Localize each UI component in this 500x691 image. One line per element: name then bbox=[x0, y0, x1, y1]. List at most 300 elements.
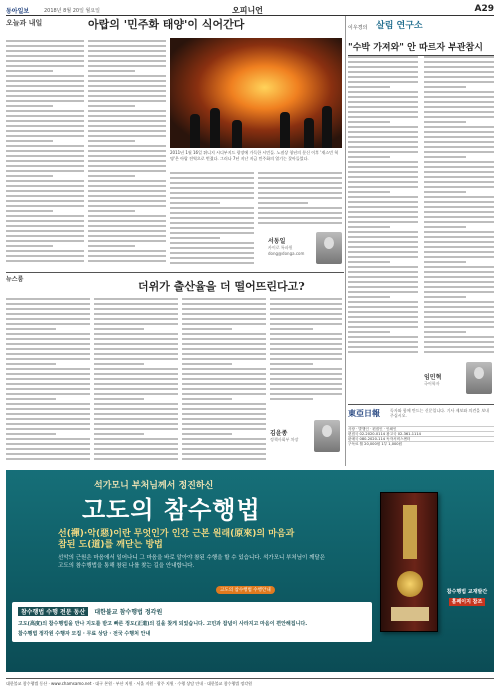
text-line bbox=[258, 182, 342, 184]
text-line bbox=[424, 81, 494, 83]
section-divider bbox=[6, 272, 344, 273]
text-line bbox=[348, 131, 418, 133]
text-line bbox=[182, 353, 266, 355]
text-line bbox=[170, 212, 254, 214]
masthead-rows bbox=[348, 426, 494, 446]
column-body-middle bbox=[88, 40, 166, 268]
text-line bbox=[424, 176, 494, 178]
text-line bbox=[6, 200, 84, 202]
text-line bbox=[170, 197, 254, 199]
text-line bbox=[182, 323, 266, 325]
text-line bbox=[424, 301, 494, 303]
text-line bbox=[424, 251, 494, 253]
column-label: 오늘과 내일 bbox=[6, 19, 43, 27]
text-line bbox=[88, 260, 166, 262]
text-line bbox=[88, 205, 166, 207]
text-line bbox=[6, 433, 56, 435]
text-line bbox=[6, 333, 90, 335]
text-line bbox=[182, 378, 266, 380]
text-line bbox=[6, 220, 84, 222]
text-line bbox=[270, 328, 313, 330]
text-line bbox=[424, 106, 494, 108]
text-line bbox=[348, 316, 418, 318]
photo-caption: 2011년 1월 16일 튀니지 시디부지드 광장에 가득한 시민들. 노점상 청년의 분신 이후 '재스민 혁명'은 아랍 전역으로 번졌다. 그러나 7년 지난 지금 민주화의 열기는 잦아들었다. bbox=[170, 150, 339, 161]
text-line bbox=[6, 90, 84, 92]
text-line bbox=[88, 245, 135, 247]
news-body-c bbox=[182, 298, 266, 464]
column-divider bbox=[345, 16, 346, 466]
text-line bbox=[348, 241, 418, 243]
text-line bbox=[6, 328, 56, 330]
text-line bbox=[182, 338, 266, 340]
text-line bbox=[270, 363, 313, 365]
text-line bbox=[6, 343, 90, 345]
text-line bbox=[348, 286, 418, 288]
text-line bbox=[6, 403, 90, 405]
text-line bbox=[424, 171, 494, 173]
text-line bbox=[424, 276, 494, 278]
right-column-title[interactable]: "수박 가져와" 안 따르자 부관참시 bbox=[348, 40, 494, 56]
text-line bbox=[270, 393, 342, 395]
text-line bbox=[348, 191, 390, 193]
text-line bbox=[424, 246, 494, 248]
text-line bbox=[348, 81, 418, 83]
text-line bbox=[348, 301, 418, 303]
text-line bbox=[6, 170, 84, 172]
text-line bbox=[88, 195, 166, 197]
text-line bbox=[6, 150, 84, 152]
text-line bbox=[182, 343, 266, 345]
text-line bbox=[94, 413, 178, 415]
text-line bbox=[258, 222, 342, 224]
column-body-lower-a bbox=[170, 172, 254, 268]
book-hot-badge: 홈페이지 참조 bbox=[449, 598, 486, 606]
text-line bbox=[348, 306, 418, 308]
text-line bbox=[88, 185, 166, 187]
text-line bbox=[348, 216, 418, 218]
text-line bbox=[6, 348, 90, 350]
text-line bbox=[424, 196, 494, 198]
text-line bbox=[348, 181, 418, 183]
news-body-b bbox=[94, 298, 178, 464]
text-line bbox=[348, 176, 418, 178]
text-line bbox=[270, 298, 342, 300]
text-line bbox=[94, 458, 178, 460]
author-photo bbox=[316, 232, 342, 264]
text-line bbox=[6, 358, 90, 360]
text-line bbox=[258, 197, 342, 199]
text-line bbox=[88, 120, 166, 122]
text-line bbox=[6, 165, 84, 167]
text-line bbox=[6, 85, 84, 87]
text-line bbox=[348, 136, 418, 138]
text-line bbox=[182, 298, 266, 300]
text-line bbox=[270, 313, 342, 315]
text-line bbox=[88, 240, 166, 242]
text-line bbox=[348, 311, 418, 313]
text-line bbox=[182, 303, 266, 305]
text-line bbox=[170, 227, 254, 229]
text-line bbox=[270, 303, 342, 305]
ad-features-line: 고도(高度)의 참수행법을 만나 지도를 받고 빠른 정도(正道)의 길을 찾게 되었습니다. 고민과 잡념이 사라지고 마음이 편안해집니다. bbox=[18, 621, 308, 627]
text-line bbox=[170, 177, 254, 179]
protest-photo bbox=[170, 38, 342, 148]
text-line bbox=[6, 55, 84, 57]
silhouette bbox=[232, 120, 242, 148]
text-line bbox=[88, 210, 135, 212]
text-line bbox=[94, 363, 144, 365]
text-line bbox=[424, 231, 494, 233]
text-line bbox=[170, 187, 254, 189]
text-line bbox=[424, 76, 494, 78]
text-line bbox=[6, 398, 56, 400]
text-line bbox=[424, 286, 494, 288]
text-line bbox=[88, 80, 166, 82]
text-line bbox=[424, 256, 494, 258]
text-line bbox=[88, 90, 166, 92]
text-line bbox=[424, 91, 494, 93]
text-line bbox=[348, 161, 418, 163]
ad-features-tag: 참수행법 수행 전문 동산 bbox=[18, 607, 88, 616]
text-line bbox=[270, 388, 342, 390]
ad-body: 선악의 근원은 마음에서 일어나니 그 마음을 바로 알아야 참된 수행을 할 수 있습니다. 석가모니 부처님이 깨달은 고도의 참수행법을 통해 참된 나를 찾는 길을 안내합니다. bbox=[58, 555, 326, 569]
text-line bbox=[424, 181, 494, 183]
text-line bbox=[348, 266, 418, 268]
text-line bbox=[170, 242, 254, 244]
book-cover-image bbox=[380, 492, 438, 632]
text-line bbox=[348, 61, 418, 63]
text-line bbox=[348, 201, 418, 203]
byline-role: 국어학자 bbox=[424, 381, 440, 386]
text-line bbox=[6, 185, 84, 187]
text-line bbox=[6, 338, 90, 340]
silhouette bbox=[210, 108, 220, 148]
text-line bbox=[182, 408, 266, 410]
book-seal bbox=[391, 607, 429, 621]
text-line bbox=[94, 313, 178, 315]
text-line bbox=[270, 353, 342, 355]
text-line bbox=[94, 353, 178, 355]
text-line bbox=[424, 241, 494, 243]
text-line bbox=[348, 86, 390, 88]
text-line bbox=[348, 106, 418, 108]
text-line bbox=[182, 423, 266, 425]
text-line bbox=[348, 296, 390, 298]
text-line bbox=[94, 368, 178, 370]
text-line bbox=[348, 231, 418, 233]
text-line bbox=[6, 448, 90, 450]
column-title[interactable]: 아랍의 '민주화 태양'이 식어간다 bbox=[88, 18, 245, 31]
text-line bbox=[94, 443, 178, 445]
text-line bbox=[6, 65, 84, 67]
text-line bbox=[424, 261, 466, 263]
text-line bbox=[424, 271, 494, 273]
text-line bbox=[170, 237, 220, 239]
text-line bbox=[424, 331, 466, 333]
text-line bbox=[94, 423, 178, 425]
text-line bbox=[348, 71, 418, 73]
text-line bbox=[170, 172, 254, 174]
text-line bbox=[348, 76, 418, 78]
text-line bbox=[88, 175, 135, 177]
text-line bbox=[6, 130, 84, 132]
text-line bbox=[182, 433, 232, 435]
text-line bbox=[182, 418, 266, 420]
news-title[interactable]: 더위가 출산율을 더 떨어뜨린다고? bbox=[138, 280, 305, 293]
text-line bbox=[94, 298, 178, 300]
newspaper-name: 동아일보 bbox=[6, 8, 30, 15]
text-line bbox=[6, 368, 90, 370]
text-line bbox=[170, 202, 220, 204]
text-line bbox=[170, 217, 254, 219]
text-line bbox=[182, 333, 266, 335]
book-title-band bbox=[403, 505, 417, 559]
text-line bbox=[6, 383, 90, 385]
text-line bbox=[88, 230, 166, 232]
text-line bbox=[94, 323, 178, 325]
text-line bbox=[88, 255, 166, 257]
text-line bbox=[182, 403, 266, 405]
text-line bbox=[170, 222, 254, 224]
text-line bbox=[424, 216, 494, 218]
text-line bbox=[6, 105, 53, 107]
text-line bbox=[6, 353, 90, 355]
text-line bbox=[94, 303, 178, 305]
byline-name: 서동일 bbox=[268, 238, 286, 245]
text-line bbox=[424, 116, 494, 118]
column-byline bbox=[268, 236, 314, 256]
text-line bbox=[88, 235, 166, 237]
ad-headline: 선(禪)·악(惡)이란 무엇인가 인간 근본 원래(原來)의 마음과 bbox=[58, 529, 295, 539]
text-line bbox=[348, 186, 418, 188]
text-line bbox=[6, 70, 53, 72]
text-line bbox=[94, 338, 178, 340]
text-line bbox=[348, 236, 418, 238]
text-line bbox=[270, 333, 342, 335]
text-line bbox=[6, 145, 84, 147]
text-line bbox=[6, 40, 84, 42]
text-line bbox=[424, 311, 494, 313]
text-line bbox=[348, 226, 390, 228]
text-line bbox=[258, 172, 342, 174]
text-line bbox=[6, 323, 90, 325]
text-line bbox=[6, 418, 90, 420]
text-line bbox=[94, 408, 178, 410]
text-line bbox=[182, 398, 232, 400]
text-line bbox=[270, 373, 342, 375]
text-line bbox=[94, 383, 178, 385]
text-line bbox=[270, 348, 342, 350]
text-line bbox=[6, 308, 90, 310]
ad-features-box bbox=[12, 602, 372, 642]
silhouette bbox=[304, 118, 314, 148]
text-line bbox=[88, 145, 166, 147]
text-line bbox=[348, 141, 418, 143]
text-line bbox=[6, 423, 90, 425]
news-label: 뉴스룸 bbox=[6, 276, 24, 283]
text-line bbox=[88, 95, 166, 97]
text-line bbox=[94, 328, 144, 330]
text-line bbox=[424, 206, 494, 208]
masthead-row: 사장 · 발행인 · 편집인 · 인쇄인 bbox=[348, 426, 494, 431]
text-line bbox=[424, 201, 494, 203]
text-line bbox=[170, 247, 254, 249]
text-line bbox=[88, 180, 166, 182]
text-line bbox=[348, 151, 418, 153]
text-line bbox=[348, 96, 418, 98]
text-line bbox=[258, 177, 342, 179]
text-line bbox=[258, 217, 342, 219]
text-line bbox=[6, 100, 84, 102]
text-line bbox=[424, 131, 494, 133]
text-line bbox=[348, 206, 418, 208]
news-author-photo bbox=[314, 420, 340, 452]
text-line bbox=[6, 453, 90, 455]
text-line bbox=[182, 413, 266, 415]
byline-role: 정책사회부 차장 bbox=[270, 437, 299, 442]
text-line bbox=[182, 428, 266, 430]
text-line bbox=[6, 373, 90, 375]
text-line bbox=[424, 321, 494, 323]
text-line bbox=[6, 303, 90, 305]
text-line bbox=[424, 316, 494, 318]
text-line bbox=[424, 186, 494, 188]
text-line bbox=[424, 221, 494, 223]
ad-features-title: 대한불교 참수행법 정각원 bbox=[94, 609, 163, 616]
text-line bbox=[88, 155, 166, 157]
text-line bbox=[94, 393, 178, 395]
text-line bbox=[424, 236, 494, 238]
text-line bbox=[94, 388, 178, 390]
text-line bbox=[182, 363, 232, 365]
text-line bbox=[424, 341, 494, 343]
text-line bbox=[88, 250, 166, 252]
silhouette bbox=[190, 114, 200, 148]
text-line bbox=[348, 101, 418, 103]
right-column-kicker: 살림 연구소 bbox=[376, 21, 423, 31]
ad-features-row bbox=[18, 607, 366, 616]
text-line bbox=[88, 70, 135, 72]
text-line bbox=[424, 111, 494, 113]
text-line bbox=[88, 225, 166, 227]
text-line bbox=[424, 226, 466, 228]
book-badges bbox=[444, 588, 490, 606]
text-line bbox=[6, 60, 84, 62]
text-line bbox=[6, 438, 90, 440]
text-line bbox=[182, 458, 266, 460]
issue-date: 2018년 8월 20일 월요일 bbox=[44, 8, 101, 14]
text-line bbox=[88, 45, 166, 47]
text-line bbox=[182, 383, 266, 385]
text-line bbox=[88, 140, 135, 142]
text-line bbox=[424, 191, 466, 193]
text-line bbox=[348, 126, 418, 128]
text-line bbox=[6, 45, 84, 47]
text-line bbox=[6, 135, 84, 137]
text-line bbox=[348, 326, 418, 328]
text-line bbox=[94, 453, 178, 455]
book-medallion bbox=[397, 571, 423, 597]
text-line bbox=[6, 210, 53, 212]
text-line bbox=[258, 187, 342, 189]
text-line bbox=[270, 398, 313, 400]
text-line bbox=[424, 56, 494, 58]
text-line bbox=[182, 453, 266, 455]
text-line bbox=[6, 75, 84, 77]
text-line bbox=[348, 321, 418, 323]
text-line bbox=[424, 266, 494, 268]
text-line bbox=[6, 240, 84, 242]
ad-features-line: 참수행법 정각원 수행자 모집 · 무료 상담 · 전국 수행처 안내 bbox=[18, 631, 151, 637]
text-line bbox=[6, 115, 84, 117]
text-line bbox=[6, 230, 84, 232]
text-line bbox=[424, 296, 466, 298]
text-line bbox=[88, 190, 166, 192]
text-line bbox=[348, 341, 418, 343]
text-line bbox=[270, 343, 342, 345]
masthead-row: 구독료 월 20,000원 1부 1,000원 bbox=[348, 441, 494, 446]
text-line bbox=[170, 192, 254, 194]
text-line bbox=[270, 318, 342, 320]
text-line bbox=[348, 221, 418, 223]
text-line bbox=[182, 438, 266, 440]
text-line bbox=[348, 156, 390, 158]
text-line bbox=[88, 75, 166, 77]
text-line bbox=[182, 318, 266, 320]
text-line bbox=[6, 245, 53, 247]
text-line bbox=[94, 448, 178, 450]
text-line bbox=[270, 338, 342, 340]
text-line bbox=[88, 125, 166, 127]
text-line bbox=[6, 413, 90, 415]
right-column-header bbox=[348, 14, 494, 38]
text-line bbox=[94, 378, 178, 380]
text-line bbox=[88, 220, 166, 222]
text-line bbox=[88, 215, 166, 217]
right-column-writer: 이우경의 bbox=[348, 25, 368, 31]
text-line bbox=[6, 428, 90, 430]
text-line bbox=[94, 318, 178, 320]
text-line bbox=[6, 175, 53, 177]
text-line bbox=[348, 331, 390, 333]
text-line bbox=[6, 180, 84, 182]
text-line bbox=[6, 250, 84, 252]
text-line bbox=[182, 313, 266, 315]
text-line bbox=[348, 281, 418, 283]
text-line bbox=[424, 61, 494, 63]
silhouette bbox=[280, 112, 290, 148]
text-line bbox=[348, 346, 418, 348]
text-line bbox=[6, 318, 90, 320]
text-line bbox=[6, 50, 84, 52]
text-line bbox=[348, 121, 390, 123]
text-line bbox=[424, 351, 494, 353]
masthead bbox=[348, 408, 494, 466]
text-line bbox=[6, 80, 84, 82]
text-line bbox=[424, 66, 494, 68]
text-line bbox=[424, 166, 494, 168]
text-line bbox=[182, 328, 232, 330]
ad-info-pill[interactable]: 고도의 참수행법 수행안내 bbox=[216, 586, 275, 594]
text-line bbox=[424, 156, 466, 158]
text-line bbox=[6, 95, 84, 97]
text-line bbox=[88, 165, 166, 167]
byline-name: 임민혁 bbox=[424, 374, 442, 381]
advertisement[interactable] bbox=[6, 470, 494, 672]
masthead-divider bbox=[348, 404, 494, 405]
text-line bbox=[170, 207, 254, 209]
text-line bbox=[182, 393, 266, 395]
